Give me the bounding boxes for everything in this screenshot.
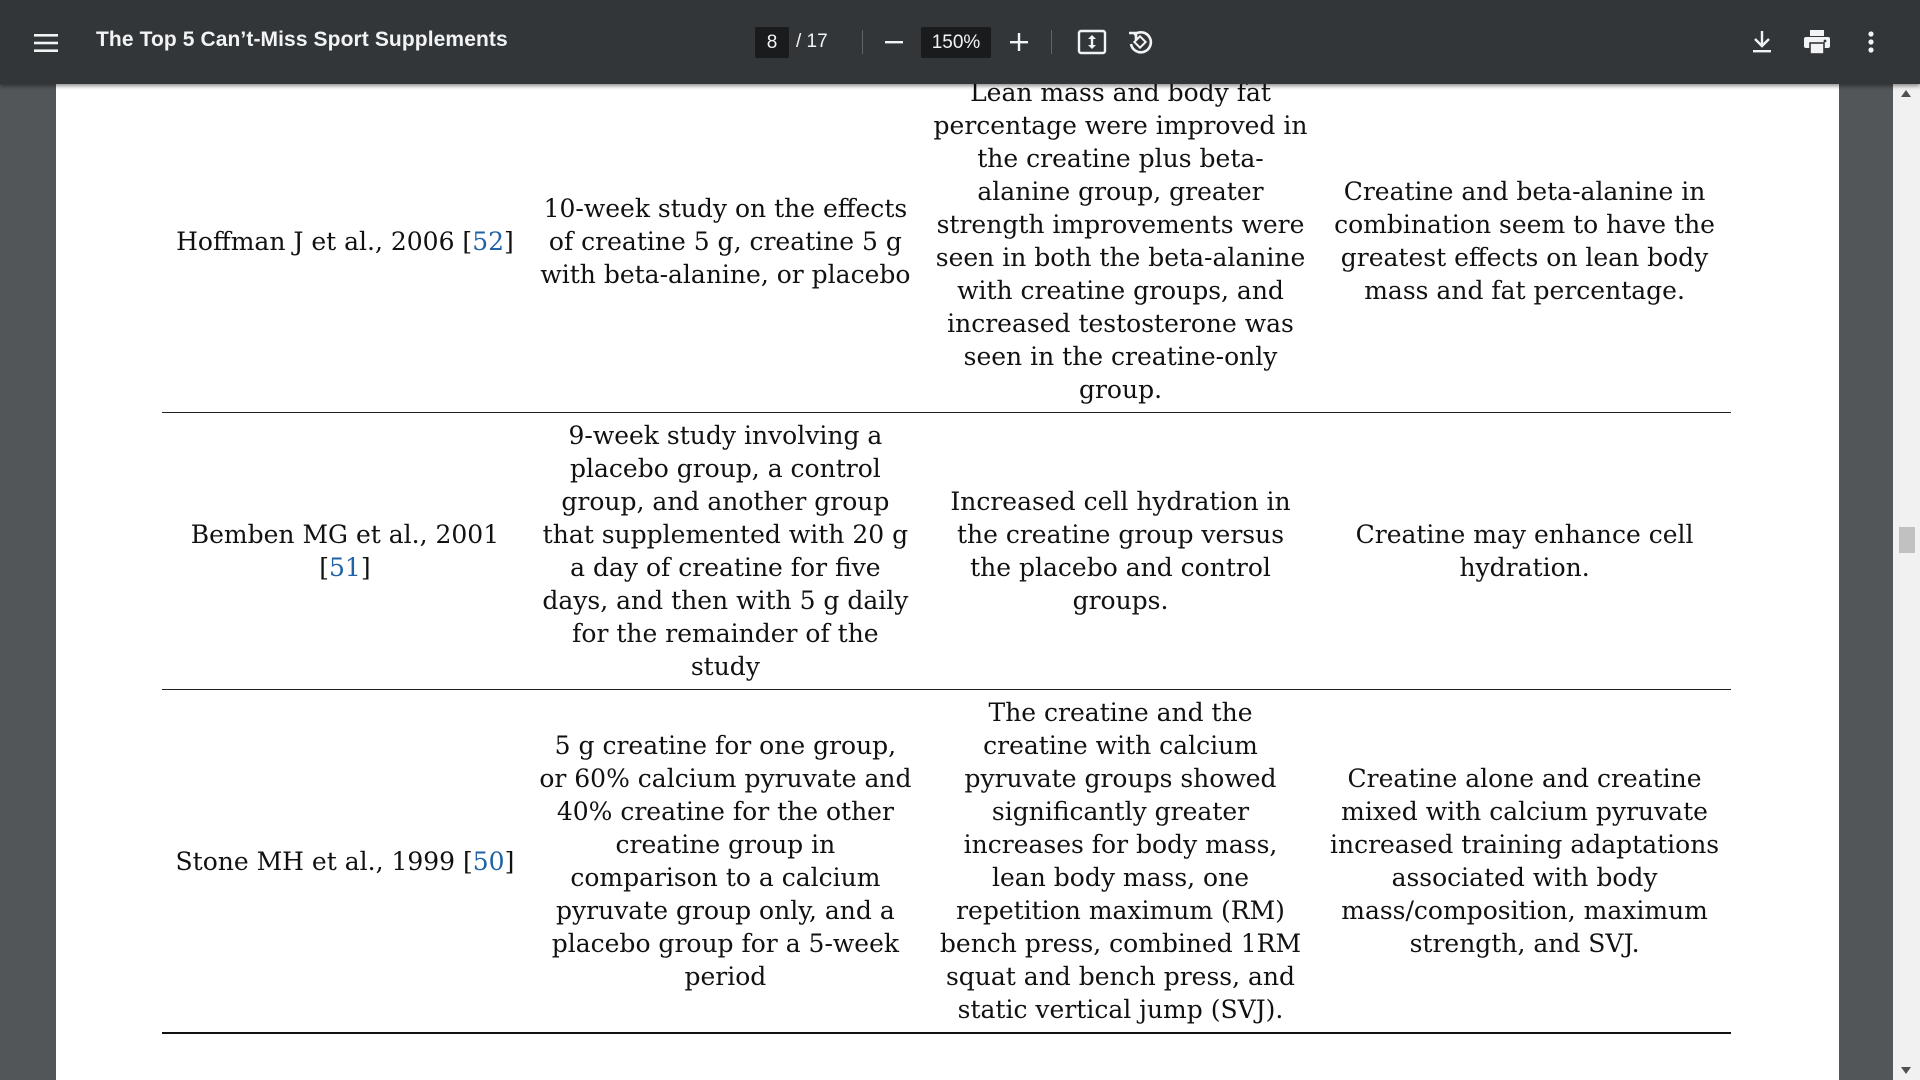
table-row [162, 413, 1731, 690]
pdf-viewer[interactable] [0, 84, 1920, 1080]
results-cell: The creatine and the creatine with calcium pyruvate groups showed significantly greater increases for body mass, lean body mass, one repetition maximum (RM) bench press, combined 1RM squat and bench press, and static vertical jump (SVJ). [939, 698, 1302, 1024]
minus-icon [884, 32, 904, 52]
hamburger-menu-icon[interactable] [26, 22, 68, 64]
more-options-button[interactable] [1851, 22, 1891, 62]
zoom-out-button[interactable] [874, 22, 914, 62]
author-cell: Hoffman J et al., 2006 [52] [176, 226, 514, 256]
citation-link[interactable]: 50 [472, 846, 505, 876]
design-cell: 9-week study involving a placebo group, a control group, and another group that supplemented with 20 g a day of creatine for five days, and then with 5 g daily for the remainder of the study [542, 421, 909, 681]
author-cell: Bemben MG et al., 2001 [51] [190, 520, 500, 582]
fit-to-page-button[interactable] [1072, 22, 1112, 62]
print-button[interactable] [1797, 22, 1837, 62]
design-cell: 5 g creatine for one group, or 60% calcium pyruvate and 40% creatine for the other creatine group in comparison to a calcium pyruvate group only, and a placebo group for a 5-week period [539, 731, 912, 991]
print-icon [1803, 29, 1831, 55]
zoom-in-button[interactable] [999, 22, 1039, 62]
study-table [162, 84, 1731, 1034]
plus-icon [1009, 32, 1029, 52]
author-cell: Stone MH et al., 1999 [50] [175, 846, 515, 876]
conclusion-cell: Creatine alone and creatine mixed with calcium pyruvate increased training adaptations associated with body mass/composition, maximum strength, and SVJ. [1329, 764, 1720, 958]
scroll-up-arrow-icon[interactable] [1901, 90, 1911, 97]
vertical-scrollbar[interactable] [1893, 84, 1920, 1080]
table-row [162, 84, 1731, 413]
rotate-button[interactable] [1120, 22, 1160, 62]
page-total-label: / 17 [796, 31, 828, 52]
download-button[interactable] [1742, 22, 1782, 62]
results-cell: Increased cell hydration in the creatine group versus the placebo and control groups. [950, 487, 1291, 615]
scroll-down-arrow-icon[interactable] [1901, 1067, 1911, 1074]
pdf-page [56, 84, 1839, 1080]
table-row [162, 690, 1731, 1034]
citation-link[interactable]: 51 [329, 553, 361, 582]
rotate-icon [1126, 28, 1154, 56]
zoom-level-input[interactable]: 150% [921, 27, 991, 58]
citation-link[interactable]: 52 [472, 226, 504, 256]
toolbar-divider [862, 30, 863, 54]
design-cell: 10-week study on the effects of creatine 5 g, creatine 5 g with beta-alanine, or placebo [540, 193, 911, 289]
page-number-input[interactable]: 8 [755, 27, 789, 58]
document-title: The Top 5 Can’t-Miss Sport Supplements [96, 28, 508, 51]
pdf-toolbar [0, 0, 1920, 84]
toolbar-divider [1051, 30, 1052, 54]
fit-page-icon [1077, 29, 1107, 55]
more-vert-icon [1867, 30, 1875, 54]
download-icon [1751, 30, 1773, 54]
scrollbar-thumb[interactable] [1899, 527, 1915, 553]
conclusion-cell: Creatine may enhance cell hydration. [1355, 520, 1694, 582]
conclusion-cell: Creatine and beta-alanine in combination seem to have the greatest effects on lean body mass and fat percentage. [1334, 177, 1715, 305]
results-cell: Lean mass and body fat percentage were improved in the creatine plus beta-alanine group, greater strength improvements were seen in both the beta-alanine with creatine groups, and increased testosterone was seen in the creatine-only group. [933, 84, 1308, 404]
